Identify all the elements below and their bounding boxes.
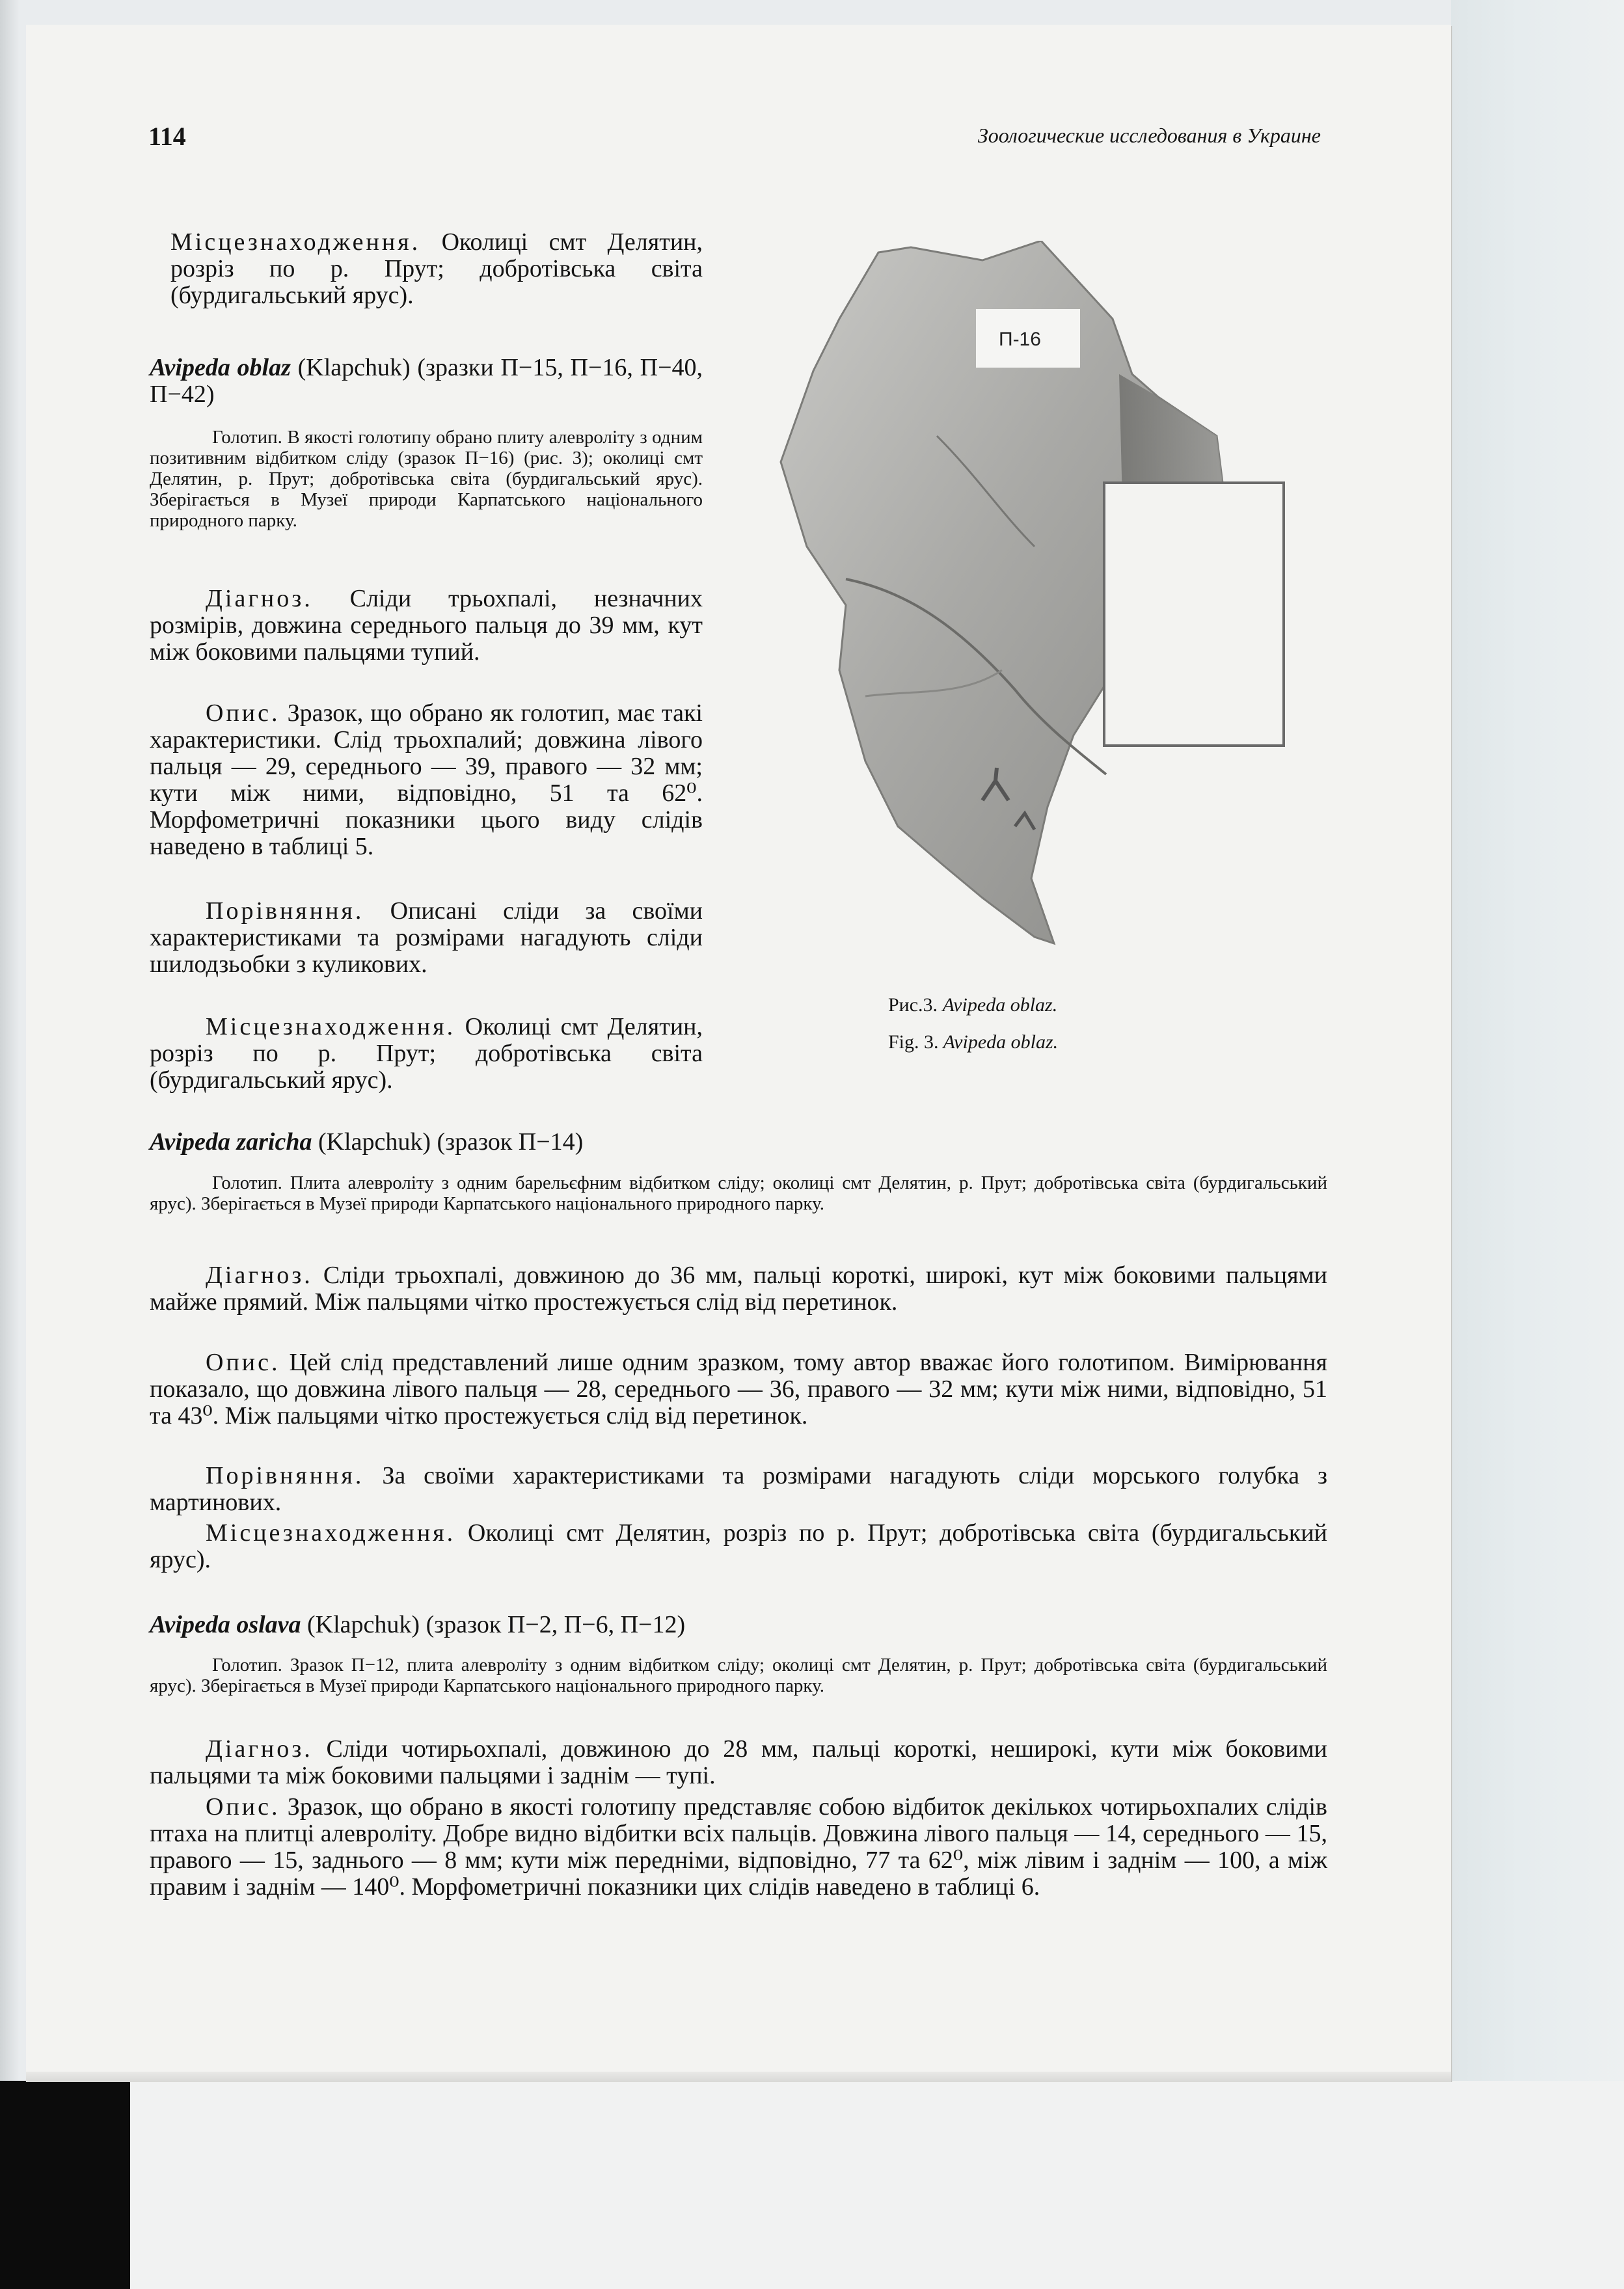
description-oslava <box>150 1794 1327 1901</box>
species-author: (Klapchuk) (зразок П−14) <box>318 1128 584 1156</box>
specimen-label: П-16 <box>999 329 1041 350</box>
locality-oblaz <box>150 1014 703 1094</box>
locality-text: Околиці смт Делятин, розріз по р. Прут; добротівська світа (бурдигальський ярус). <box>150 1013 703 1094</box>
comparison-text: За своїми характеристиками та розмірами нагадують сліди морського голубка з мартинових. <box>150 1462 1327 1516</box>
species-heading-oslava <box>150 1612 1327 1638</box>
description-label: Опис. <box>206 1349 280 1376</box>
diagnosis-label: Діагноз. <box>206 1262 313 1289</box>
description-oblaz <box>150 700 703 860</box>
page-number: 114 <box>148 122 186 151</box>
blank-inset-box <box>1103 481 1285 747</box>
diagnosis-label: Діагноз. <box>206 585 313 612</box>
comparison-text: Описані сліди за своїми характеристиками та розмірами нагадують сліди шилодзьобки з куликових. <box>150 897 703 978</box>
scan-edge <box>0 0 20 2289</box>
description-label: Опис. <box>206 699 280 727</box>
comparison-label: Порівняння. <box>206 897 364 925</box>
species-name: Avipeda oslava <box>150 1611 301 1638</box>
diagnosis-label: Діагноз. <box>206 1735 313 1763</box>
figure-3-photo <box>768 241 1288 989</box>
comparison-label: Порівняння. <box>206 1462 364 1489</box>
caption-ua-species: Avipeda oblaz. <box>942 994 1058 1016</box>
comparison-oblaz <box>150 898 703 978</box>
holotype-oslava: Голотип. Зразок П−12, плита алевроліту з одним відбитком сліду; околиці смт Делятин, р. Прут; добротівська світа (бурдигальський ярус). Зберігається в Музеї природи Карпатського національного природного парку. <box>150 1655 1327 1696</box>
species-name: Avipeda zaricha <box>150 1128 312 1156</box>
species-heading-zaricha <box>150 1129 1327 1156</box>
species-author: (Klapchuk) (зразок П−2, П−6, П−12) <box>307 1611 686 1638</box>
scanner-bottom <box>0 2081 1624 2289</box>
locality-label: Місцезнаходження. <box>206 1013 456 1040</box>
locality-label: Місцезнаходження. <box>206 1519 456 1547</box>
scanner-dark-corner <box>0 2081 130 2289</box>
description-text: Цей слід представлений лише одним зразком, тому автор вважає його голотипом. Вимірювання показало, що довжина лівого пальця — 28, середнього — 36, правого — 32 мм; кути між ними, відповідно, 51 та 43⁰. Між пальцями чітко простежується слід від перетинок. <box>150 1349 1328 1429</box>
diagnosis-oblaz <box>150 586 703 666</box>
description-text: Зразок, що обрано в якості голотипу представляє собою відбиток декількох чотирьохпалих слідів птаха на плитці алевроліту. Добре видно відбитки всіх пальців. Довжина лівого пальця — 14, середнього — 15, правого — 15, заднього — 8 мм; кути між передніми, відповідно, 77 та 62⁰, між лівим і заднім — 100, а між правим і заднім — 140⁰. Морфометричні показники цих слідів наведено в таблиці 6. <box>150 1793 1328 1901</box>
species-heading-oblaz <box>150 355 703 408</box>
locality-paragraph-1 <box>170 229 703 309</box>
diagnosis-zaricha <box>150 1262 1327 1316</box>
figure-caption-ua <box>888 994 1057 1016</box>
figure-caption-en <box>888 1031 1058 1053</box>
diagnosis-text: Сліди трьохпалі, довжиною до 36 мм, пальці короткі, широкі, кут між боковими пальцями майже прямий. Між пальцями чітко простежується слід від перетинок. <box>150 1262 1327 1316</box>
diagnosis-text: Сліди трьохпалі, незначних розмірів, довжина середнього пальця до 39 мм, кут між боковими пальцями тупий. <box>150 585 703 666</box>
journal-title: Зоологические исследования в Украине <box>977 124 1321 147</box>
caption-ua-prefix: Рис.3. <box>888 994 938 1016</box>
locality-label: Місцезнаходження. <box>170 228 421 256</box>
scanner-background <box>1451 0 1624 2289</box>
locality-text: Околиці смт Делятин, розріз по р. Прут; добротівська світа (бурдигальський ярус). <box>150 1519 1328 1573</box>
species-name: Avipeda oblaz <box>150 354 291 381</box>
locality-zaricha <box>150 1520 1327 1573</box>
diagnosis-text: Сліди чотирьохпалі, довжиною до 28 мм, пальці короткі, нешироκі, кути між боковими пальцями та між боковими пальцями і заднім — тупі. <box>150 1735 1327 1789</box>
locality-text: Околиці смт Делятин, розріз по р. Прут; добротівська світа (бурдигальський ярус). <box>170 228 703 309</box>
description-label: Опис. <box>206 1793 280 1821</box>
species-author: (Klapchuk) (зразки П−15, П−16, П−40, П−42) <box>150 354 703 408</box>
description-zaricha <box>150 1349 1327 1429</box>
diagnosis-oslava <box>150 1736 1327 1789</box>
comparison-zaricha <box>150 1463 1327 1516</box>
page-bottom-shadow <box>26 2072 1451 2082</box>
caption-en-prefix: Fig. 3. <box>888 1031 939 1053</box>
holotype-oblaz: Голотип. В якості голотипу обрано плиту алевроліту з одним позитивним відбитком сліду (зразок П−16) (рис. 3); околиці смт Делятин, р. Прут; добротівська світа (бурдигальський ярус). Зберігається в Музеї природи Карпатського національного природного парку. <box>150 427 703 531</box>
holotype-zaricha: Голотип. Плита алевроліту з одним барельєфним відбитком сліду; околиці смт Делятин, р. Прут; добротівська світа (бурдигальський ярус). Зберігається в Музеї природи Карпатського національного природного парку. <box>150 1172 1327 1214</box>
caption-en-species: Avipeda oblaz. <box>943 1031 1059 1053</box>
description-text: Зразок, що обрано як голотип, має такі характеристики. Слід трьохпалий; довжина лівого пальця — 29, середнього — 39, правого — 32 мм; кути між ними, відповідно, 51 та 62⁰. Морфометричні показники цього виду слідів наведено в таблиці 5. <box>150 699 703 860</box>
